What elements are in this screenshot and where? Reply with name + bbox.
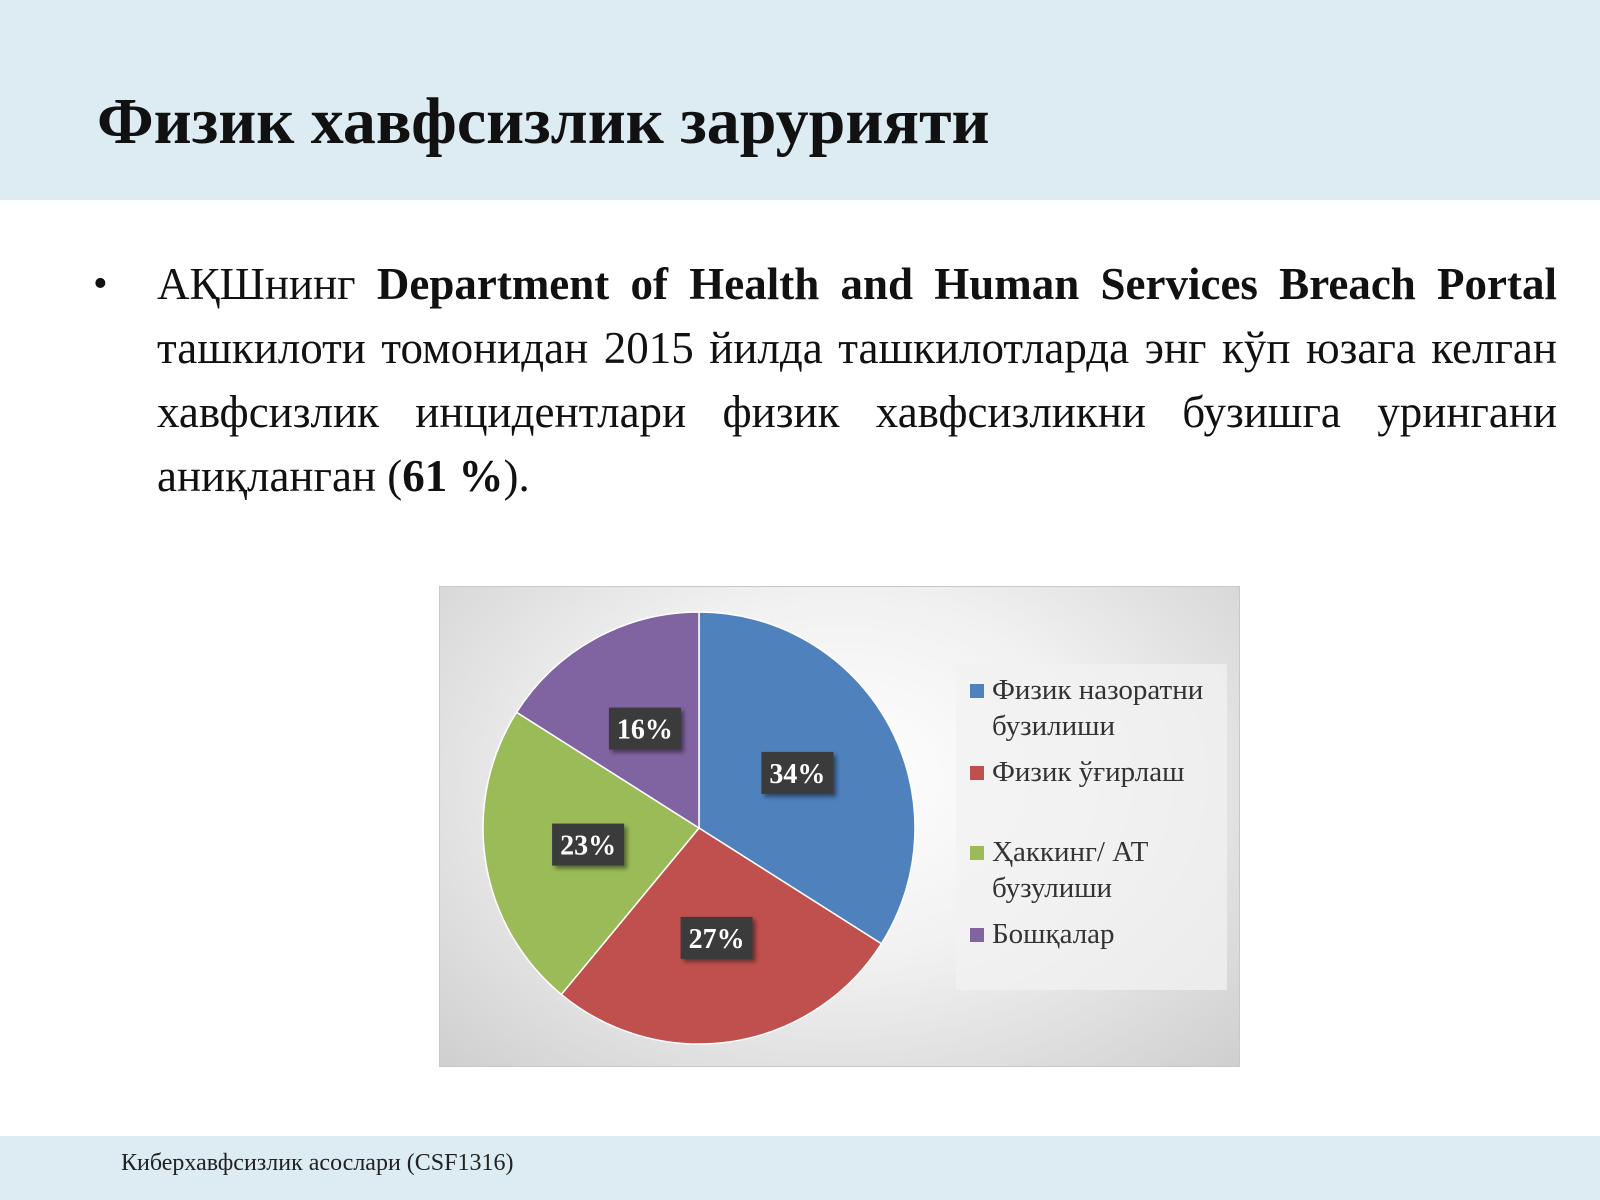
- legend-label: Физик назоратни бузилиши: [992, 674, 1204, 742]
- legend-swatch: [970, 684, 984, 698]
- bullet-highlight: 61 %: [402, 451, 504, 501]
- bullet-paragraph: [157, 252, 1557, 508]
- legend-item-4: [970, 916, 1225, 952]
- data-label-text: 16%: [616, 714, 673, 746]
- bullet-end: ).: [503, 451, 530, 501]
- legend-item-1: [970, 672, 1225, 744]
- slide-title: Физик хавфсизлик зарурияти: [97, 85, 990, 158]
- legend-swatch: [970, 928, 984, 942]
- data-label-text: 34%: [769, 758, 826, 790]
- bullet-middle: ташкилоти томонидан 2015 йилда ташкилотларда энг кўп юзага келган хавфсизлик инцидентлари физик хавфсизликни бузишга урингани аниқланган (: [157, 323, 1557, 501]
- data-label-3: [552, 824, 624, 866]
- bullet-intro: АҚШнинг: [157, 259, 356, 309]
- legend-label: Ҳаккинг/ АТ бузулиши: [992, 836, 1149, 904]
- legend-swatch: [970, 766, 984, 780]
- bullet-marker: •: [93, 261, 108, 307]
- bullet-org-name: Department of Health and Human Services Breach Portal: [376, 259, 1558, 309]
- data-label-text: 27%: [688, 923, 745, 955]
- legend-item-3: [970, 834, 1225, 906]
- legend-label: Бошқалар: [992, 918, 1115, 950]
- data-label-1: [761, 752, 833, 794]
- pie-chart: [439, 586, 1240, 1067]
- legend-swatch: [970, 846, 984, 860]
- data-label-text: 23%: [560, 830, 617, 862]
- data-label-2: [681, 917, 753, 959]
- footer-text: Киберхавфсизлик асослари (CSF1316): [121, 1150, 514, 1176]
- chart-legend: [956, 664, 1227, 990]
- title-banner: [0, 0, 1600, 200]
- data-label-4: [609, 708, 681, 750]
- legend-label: Физик ўғирлаш: [992, 756, 1185, 788]
- footer-bar: [0, 1136, 1600, 1200]
- legend-item-2: [970, 754, 1225, 790]
